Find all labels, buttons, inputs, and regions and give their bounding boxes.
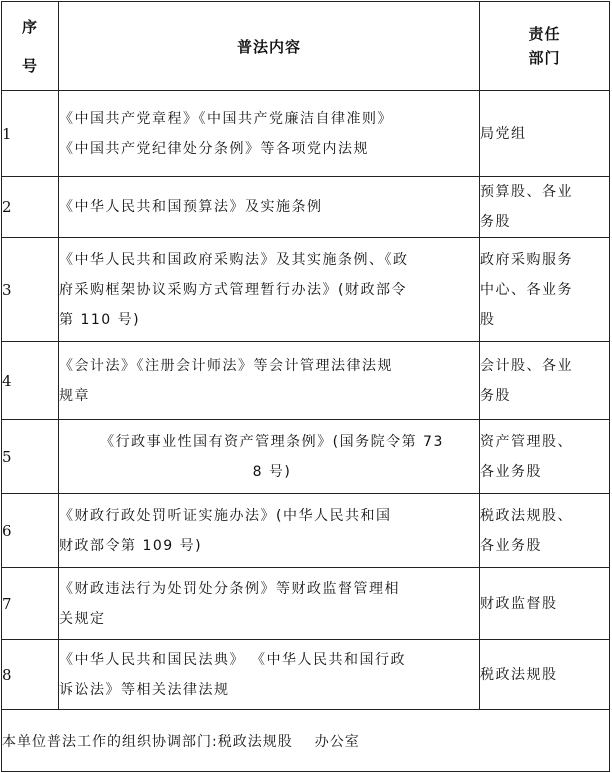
- dept-line: 中心、各业务: [480, 281, 573, 298]
- content-line: 《行政事业性国有资产管理条例》(国务院令第 73: [100, 433, 444, 450]
- dept-line: 局党组: [480, 125, 527, 142]
- row-responsible-dept: [480, 494, 610, 568]
- dept-line: 财政监督股: [480, 595, 558, 612]
- row-serial-number: 4: [2, 342, 59, 420]
- row-content: [59, 494, 480, 568]
- header-responsible-dept: [480, 2, 610, 91]
- row-serial-number: 5: [2, 420, 59, 494]
- coordinating-dept-label: 本单位普法工作的组织协调部门:税政法规股: [2, 733, 293, 750]
- coordinating-dept-office: 办公室: [314, 733, 360, 750]
- content-line: 第 110 号): [59, 311, 141, 328]
- table-row: [2, 568, 610, 640]
- table-row: [2, 91, 610, 177]
- legal-education-table: [1, 1, 610, 772]
- row-serial-number: 6: [2, 494, 59, 568]
- content-line: 《财政违法行为处罚处分条例》等财政监督管理相: [59, 580, 400, 597]
- table-row: [2, 177, 610, 238]
- header-serial-number: [2, 2, 59, 91]
- dept-line: 资产管理股、: [480, 433, 573, 450]
- dept-line: 会计股、各业: [480, 357, 573, 374]
- table-header-row: [2, 2, 610, 91]
- row-content: [59, 177, 480, 238]
- row-content: [59, 640, 480, 710]
- header-serial-char-1: 序: [21, 18, 38, 36]
- row-content: [59, 342, 480, 420]
- row-serial-number: 2: [2, 177, 59, 238]
- row-content: [59, 91, 480, 177]
- header-dept-line-1: 责任: [528, 25, 561, 43]
- content-line: 诉讼法》等相关法律法规: [59, 681, 230, 698]
- row-responsible-dept: [480, 568, 610, 640]
- row-responsible-dept: [480, 420, 610, 494]
- header-content: 普法内容: [59, 2, 480, 91]
- dept-line: 股: [480, 311, 496, 328]
- content-line: 关规定: [59, 610, 106, 627]
- content-line: 《中国共产党纪律处分条例》等各项党内法规: [59, 140, 369, 157]
- content-line: 财政部令第 109 号): [59, 537, 203, 554]
- content-line: 府采购框架协议采购方式管理暂行办法》(财政部令: [59, 281, 407, 298]
- dept-line: 务股: [480, 214, 511, 230]
- row-serial-number: 3: [2, 238, 59, 342]
- content-line: 8 号): [252, 463, 292, 480]
- content-line: 《中华人民共和国政府采购法》及其实施条例、《政: [59, 251, 409, 268]
- table-row: [2, 420, 610, 494]
- row-responsible-dept: [480, 177, 610, 238]
- dept-line: 预算股、各业: [480, 184, 573, 200]
- table-row: [2, 238, 610, 342]
- content-line: 《会计法》《注册会计师法》等会计管理法律法规: [59, 357, 393, 374]
- footer-row: [2, 710, 610, 772]
- row-serial-number: 8: [2, 640, 59, 710]
- dept-line: 税政法规股: [480, 666, 558, 683]
- content-line: 《财政行政处罚听证实施办法》(中华人民共和国: [59, 507, 392, 524]
- dept-line: 税政法规股、: [480, 507, 573, 524]
- table-row: [2, 342, 610, 420]
- dept-line: 各业务股: [480, 463, 542, 480]
- coordinating-dept-note: [2, 710, 610, 772]
- row-responsible-dept: [480, 91, 610, 177]
- content-line: 规章: [59, 387, 90, 404]
- dept-line: 政府采购服务: [480, 251, 573, 268]
- row-content: [59, 420, 480, 494]
- table-row: [2, 640, 610, 710]
- dept-line: 务股: [480, 387, 511, 404]
- row-serial-number: 1: [2, 91, 59, 177]
- dept-line: 各业务股: [480, 537, 542, 554]
- header-dept-line-2: 部门: [528, 49, 561, 67]
- content-line: 《中华人民共和国预算法》及实施条例: [59, 199, 323, 215]
- content-line: 《中国共产党章程》《中国共产党廉洁自律准则》: [59, 110, 393, 127]
- row-responsible-dept: [480, 640, 610, 710]
- row-serial-number: 7: [2, 568, 59, 640]
- row-responsible-dept: [480, 238, 610, 342]
- row-content: [59, 238, 480, 342]
- row-responsible-dept: [480, 342, 610, 420]
- content-line: 《中华人民共和国民法典》 《中华人民共和国行政: [59, 651, 406, 668]
- row-content: [59, 568, 480, 640]
- header-serial-char-2: 号: [21, 57, 38, 75]
- table-row: [2, 494, 610, 568]
